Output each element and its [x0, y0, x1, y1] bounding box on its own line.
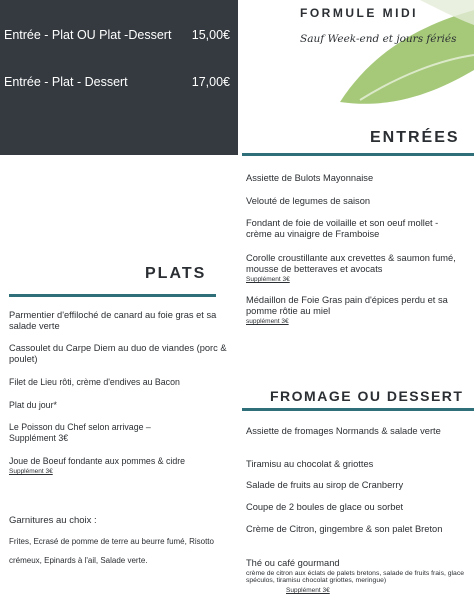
- formula-price: 15,00€: [191, 28, 230, 42]
- plat-item: Plat du jour*: [9, 400, 57, 410]
- supplement-note: Supplément 3€: [286, 587, 330, 594]
- plat-item: Filet de Lieu rôti, crème d'endives au Bacon: [9, 377, 180, 387]
- section-title-entrees: ENTRÉES: [370, 129, 460, 146]
- supplement-note: supplément 3€: [246, 318, 289, 325]
- entree-item: Corolle croustillante aux crevettes & saumon fumé, mousse de betteraves et avocats: [246, 253, 456, 274]
- formula-price-panel: [0, 0, 238, 155]
- plat-item: Parmentier d'effiloché de canard au foie gras et sa salade verte: [9, 310, 217, 331]
- section-rule: [9, 294, 216, 297]
- section-title-desserts: FROMAGE OU DESSERT: [270, 388, 464, 404]
- formula-label: Entrée - Plat OU Plat -Dessert: [4, 28, 172, 42]
- dessert-item: Salade de fruits au sirop de Cranberry: [246, 480, 404, 490]
- plat-item: Cassoulet du Carpe Diem au duo de viandes (porc & poulet): [9, 343, 227, 364]
- entree-item: Médaillon de Foie Gras pain d'épices perdu et sa pomme rôtie au miel: [246, 295, 448, 316]
- garnitures-text: Frites, Ecrasé de pomme de terre au beurre fumé, Risotto crémeux, Epinards à l'ail, Salade verte.: [9, 537, 214, 565]
- dessert-detail: crème de citron aux éclats de palets bretons, salade de fruits frais, glace spéculos, tiramisu chocolat griottes, meringue): [246, 570, 464, 585]
- formula-price: 17,00€: [191, 75, 230, 89]
- menu-subtitle: Sauf Week-end et jours fériés: [300, 33, 457, 45]
- formula-label: Entrée - Plat - Dessert: [4, 75, 128, 89]
- section-title-plats: PLATS: [145, 265, 207, 282]
- garnitures-title: Garnitures au choix :: [9, 515, 97, 526]
- entree-item: Velouté de legumes de saison: [246, 196, 371, 206]
- plat-item: Le Poisson du Chef selon arrivage – Supplément 3€: [9, 422, 151, 443]
- supplement-note: Supplément 3€: [246, 276, 290, 283]
- entree-item: Assiette de Bulots Mayonnaise: [246, 173, 374, 183]
- dessert-item: Thé ou café gourmand: [246, 558, 340, 568]
- dessert-item: Crème de Citron, gingembre & son palet Breton: [246, 524, 443, 534]
- dessert-item: Assiette de fromages Normands & salade verte: [246, 426, 441, 436]
- section-rule: [242, 408, 474, 411]
- entree-item: Fondant de foie de voilaille et son oeuf mollet - crème au vinaigre de Framboise: [246, 218, 439, 239]
- supplement-note: Supplément 3€: [9, 468, 53, 475]
- plat-item: Joue de Boeuf fondante aux pommes & cidre: [9, 456, 186, 466]
- dessert-item: Coupe de 2 boules de glace ou sorbet: [246, 502, 404, 512]
- dessert-item: Tiramisu au chocolat & griottes: [246, 459, 374, 469]
- menu-title: FORMULE MIDI: [300, 6, 418, 20]
- section-rule: [242, 153, 474, 156]
